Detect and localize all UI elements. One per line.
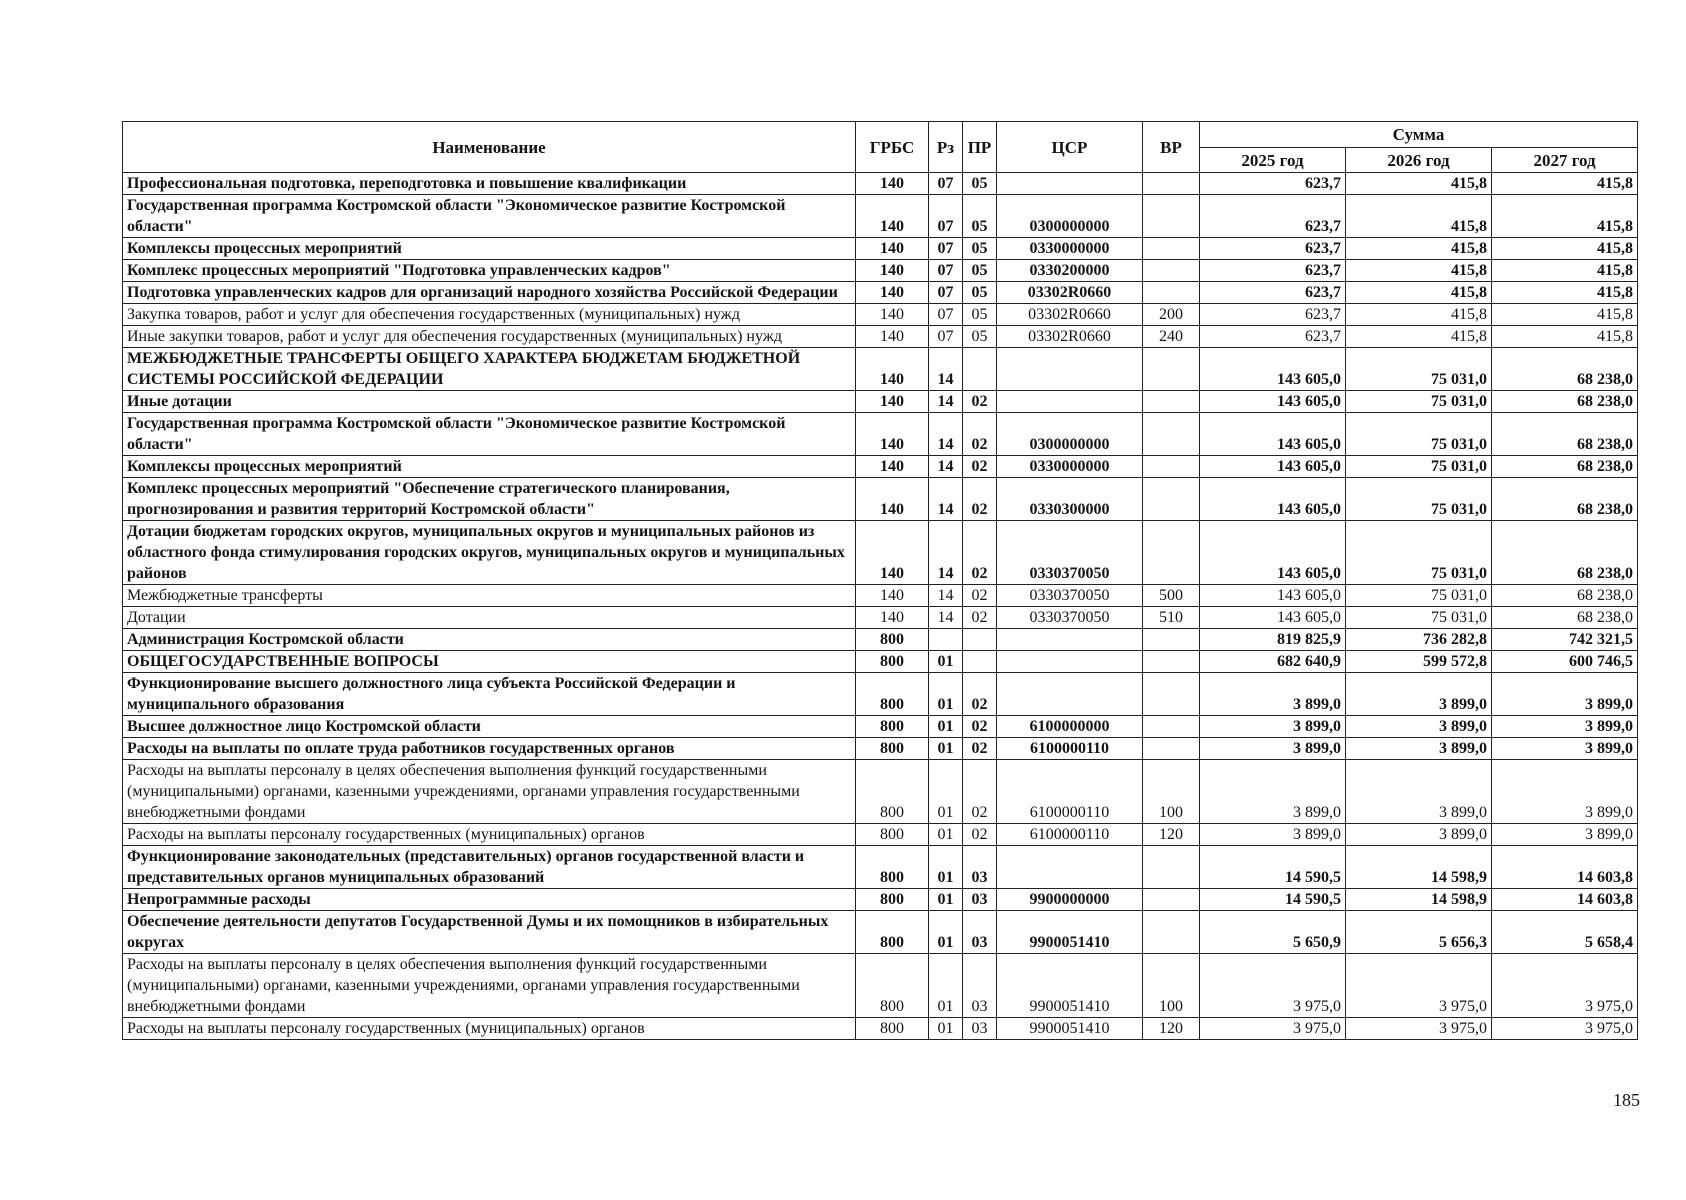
header-grbs: ГРБС xyxy=(856,122,929,173)
cell-pr: 02 xyxy=(963,716,997,738)
cell-2026: 75 031,0 xyxy=(1346,585,1492,607)
cell-grbs: 140 xyxy=(856,173,929,195)
cell-csr: 0330370050 xyxy=(997,521,1143,585)
cell-pr: 05 xyxy=(963,238,997,260)
header-2026: 2026 год xyxy=(1346,148,1492,173)
cell-csr: 0300000000 xyxy=(997,413,1143,456)
cell-name: Комплекс процессных мероприятий "Подготовка управленческих кадров" xyxy=(123,260,856,282)
cell-2026: 3 899,0 xyxy=(1346,716,1492,738)
table-row xyxy=(123,673,1638,716)
table-row xyxy=(123,456,1638,478)
cell-2027: 415,8 xyxy=(1492,173,1638,195)
cell-rz xyxy=(929,629,963,651)
cell-name: Расходы на выплаты персоналу государственных (муниципальных) органов xyxy=(123,1018,856,1040)
cell-2026: 599 572,8 xyxy=(1346,651,1492,673)
cell-pr: 03 xyxy=(963,1018,997,1040)
cell-2027: 68 238,0 xyxy=(1492,478,1638,521)
cell-vr xyxy=(1143,282,1200,304)
cell-vr: 120 xyxy=(1143,824,1200,846)
cell-csr xyxy=(997,651,1143,673)
cell-2025: 3 975,0 xyxy=(1200,1018,1346,1040)
cell-vr xyxy=(1143,738,1200,760)
cell-grbs: 800 xyxy=(856,629,929,651)
cell-2025: 3 899,0 xyxy=(1200,760,1346,824)
cell-name: Государственная программа Костромской области "Экономическое развитие Костромской области" xyxy=(123,195,856,238)
cell-rz: 14 xyxy=(929,607,963,629)
table-row xyxy=(123,716,1638,738)
cell-name: Подготовка управленческих кадров для организаций народного хозяйства Российской Федерации xyxy=(123,282,856,304)
cell-name: Комплексы процессных мероприятий xyxy=(123,456,856,478)
cell-csr: 0330300000 xyxy=(997,478,1143,521)
cell-2025: 143 605,0 xyxy=(1200,413,1346,456)
cell-pr: 05 xyxy=(963,304,997,326)
cell-2025: 3 899,0 xyxy=(1200,673,1346,716)
table-row xyxy=(123,607,1638,629)
cell-csr: 6100000110 xyxy=(997,824,1143,846)
cell-name: Функционирование законодательных (представительных) органов государственной власти и представительных органов муниципальных образований xyxy=(123,846,856,889)
cell-pr: 02 xyxy=(963,521,997,585)
page-number: 185 xyxy=(1613,1090,1640,1110)
cell-name: Государственная программа Костромской области "Экономическое развитие Костромской области" xyxy=(123,413,856,456)
cell-rz: 01 xyxy=(929,954,963,1018)
cell-csr xyxy=(997,846,1143,889)
cell-2026: 75 031,0 xyxy=(1346,607,1492,629)
cell-2027: 68 238,0 xyxy=(1492,607,1638,629)
cell-2025: 143 605,0 xyxy=(1200,607,1346,629)
cell-2027: 14 603,8 xyxy=(1492,846,1638,889)
cell-rz: 14 xyxy=(929,585,963,607)
cell-rz: 01 xyxy=(929,716,963,738)
cell-name: Обеспечение деятельности депутатов Государственной Думы и их помощников в избирательных округах xyxy=(123,911,856,954)
cell-rz: 14 xyxy=(929,478,963,521)
cell-vr: 510 xyxy=(1143,607,1200,629)
cell-2026: 415,8 xyxy=(1346,173,1492,195)
cell-name: МЕЖБЮДЖЕТНЫЕ ТРАНСФЕРТЫ ОБЩЕГО ХАРАКТЕРА БЮДЖЕТАМ БЮДЖЕТНОЙ СИСТЕМЫ РОССИЙСКОЙ ФЕДЕРАЦИИ xyxy=(123,348,856,391)
cell-name: Высшее должностное лицо Костромской области xyxy=(123,716,856,738)
cell-csr: 9900051410 xyxy=(997,911,1143,954)
cell-csr: 6100000110 xyxy=(997,738,1143,760)
cell-2026: 415,8 xyxy=(1346,195,1492,238)
cell-csr: 03302R0660 xyxy=(997,304,1143,326)
table-row xyxy=(123,738,1638,760)
cell-vr xyxy=(1143,260,1200,282)
cell-rz: 14 xyxy=(929,391,963,413)
cell-grbs: 800 xyxy=(856,738,929,760)
cell-2027: 415,8 xyxy=(1492,195,1638,238)
cell-vr xyxy=(1143,651,1200,673)
table-row xyxy=(123,760,1638,824)
table-body xyxy=(123,173,1638,1040)
cell-rz: 14 xyxy=(929,456,963,478)
cell-vr xyxy=(1143,478,1200,521)
cell-csr: 03302R0660 xyxy=(997,282,1143,304)
cell-2025: 623,7 xyxy=(1200,282,1346,304)
cell-grbs: 800 xyxy=(856,954,929,1018)
cell-2025: 623,7 xyxy=(1200,304,1346,326)
cell-name: Непрограммные расходы xyxy=(123,889,856,911)
cell-pr: 05 xyxy=(963,282,997,304)
cell-2026: 75 031,0 xyxy=(1346,348,1492,391)
cell-vr: 240 xyxy=(1143,326,1200,348)
cell-2026: 415,8 xyxy=(1346,326,1492,348)
cell-2027: 415,8 xyxy=(1492,238,1638,260)
cell-vr xyxy=(1143,238,1200,260)
cell-rz: 07 xyxy=(929,173,963,195)
table-row xyxy=(123,173,1638,195)
cell-pr: 02 xyxy=(963,673,997,716)
cell-2027: 600 746,5 xyxy=(1492,651,1638,673)
cell-2025: 143 605,0 xyxy=(1200,391,1346,413)
cell-name: Функционирование высшего должностного лица субъекта Российской Федерации и муниципального образования xyxy=(123,673,856,716)
cell-2027: 68 238,0 xyxy=(1492,391,1638,413)
cell-rz: 01 xyxy=(929,911,963,954)
cell-2027: 3 975,0 xyxy=(1492,1018,1638,1040)
cell-2026: 415,8 xyxy=(1346,260,1492,282)
cell-pr: 02 xyxy=(963,607,997,629)
cell-vr: 100 xyxy=(1143,954,1200,1018)
cell-csr: 6100000000 xyxy=(997,716,1143,738)
cell-2027: 68 238,0 xyxy=(1492,456,1638,478)
cell-grbs: 800 xyxy=(856,1018,929,1040)
cell-2027: 14 603,8 xyxy=(1492,889,1638,911)
header-name: Наименование xyxy=(123,122,856,173)
cell-grbs: 800 xyxy=(856,889,929,911)
cell-grbs: 800 xyxy=(856,824,929,846)
cell-2025: 623,7 xyxy=(1200,195,1346,238)
table-row xyxy=(123,911,1638,954)
cell-2027: 68 238,0 xyxy=(1492,348,1638,391)
cell-csr xyxy=(997,173,1143,195)
cell-2025: 3 975,0 xyxy=(1200,954,1346,1018)
table-row xyxy=(123,195,1638,238)
cell-pr: 02 xyxy=(963,391,997,413)
cell-name: Межбюджетные трансферты xyxy=(123,585,856,607)
cell-pr: 02 xyxy=(963,456,997,478)
header-2025: 2025 год xyxy=(1200,148,1346,173)
cell-2025: 3 899,0 xyxy=(1200,716,1346,738)
cell-csr: 0330370050 xyxy=(997,585,1143,607)
header-2027: 2027 год xyxy=(1492,148,1638,173)
cell-csr: 6100000110 xyxy=(997,760,1143,824)
cell-name: Иные дотации xyxy=(123,391,856,413)
cell-rz: 07 xyxy=(929,326,963,348)
cell-name: Комплекс процессных мероприятий "Обеспечение стратегического планирования, прогнозирования и развития территорий Костромской области" xyxy=(123,478,856,521)
cell-grbs: 800 xyxy=(856,846,929,889)
cell-vr xyxy=(1143,173,1200,195)
cell-2026: 75 031,0 xyxy=(1346,391,1492,413)
cell-vr xyxy=(1143,629,1200,651)
cell-name: Профессиональная подготовка, переподготовка и повышение квалификации xyxy=(123,173,856,195)
cell-vr xyxy=(1143,195,1200,238)
cell-grbs: 140 xyxy=(856,326,929,348)
cell-csr xyxy=(997,391,1143,413)
header-rz: Рз xyxy=(929,122,963,173)
cell-rz: 01 xyxy=(929,760,963,824)
cell-2025: 14 590,5 xyxy=(1200,846,1346,889)
cell-rz: 01 xyxy=(929,738,963,760)
cell-pr: 03 xyxy=(963,911,997,954)
cell-csr: 9900000000 xyxy=(997,889,1143,911)
cell-rz: 14 xyxy=(929,413,963,456)
cell-name: Дотации xyxy=(123,607,856,629)
cell-2026: 3 899,0 xyxy=(1346,673,1492,716)
cell-pr: 05 xyxy=(963,173,997,195)
cell-2025: 143 605,0 xyxy=(1200,456,1346,478)
cell-2027: 415,8 xyxy=(1492,260,1638,282)
cell-2026: 3 899,0 xyxy=(1346,824,1492,846)
cell-grbs: 140 xyxy=(856,607,929,629)
cell-vr xyxy=(1143,521,1200,585)
cell-name: Дотации бюджетам городских округов, муниципальных округов и муниципальных районов из областного фонда стимулирования городских округов, муниципальных округов и муниципальных районов xyxy=(123,521,856,585)
table-row xyxy=(123,824,1638,846)
cell-2027: 742 321,5 xyxy=(1492,629,1638,651)
cell-vr xyxy=(1143,391,1200,413)
cell-2025: 143 605,0 xyxy=(1200,585,1346,607)
cell-name: Иные закупки товаров, работ и услуг для обеспечения государственных (муниципальных) нужд xyxy=(123,326,856,348)
cell-name: Комплексы процессных мероприятий xyxy=(123,238,856,260)
cell-grbs: 140 xyxy=(856,391,929,413)
cell-csr xyxy=(997,673,1143,716)
cell-pr: 02 xyxy=(963,738,997,760)
cell-grbs: 140 xyxy=(856,413,929,456)
cell-pr: 05 xyxy=(963,326,997,348)
cell-name: Администрация Костромской области xyxy=(123,629,856,651)
cell-rz: 07 xyxy=(929,195,963,238)
cell-2027: 3 899,0 xyxy=(1492,673,1638,716)
cell-vr: 200 xyxy=(1143,304,1200,326)
cell-grbs: 800 xyxy=(856,911,929,954)
cell-2027: 68 238,0 xyxy=(1492,521,1638,585)
cell-2026: 75 031,0 xyxy=(1346,413,1492,456)
cell-2026: 75 031,0 xyxy=(1346,456,1492,478)
header-vr: ВР xyxy=(1143,122,1200,173)
cell-csr: 0330000000 xyxy=(997,456,1143,478)
cell-2025: 143 605,0 xyxy=(1200,348,1346,391)
cell-2026: 3 899,0 xyxy=(1346,760,1492,824)
cell-vr xyxy=(1143,348,1200,391)
cell-vr: 100 xyxy=(1143,760,1200,824)
cell-grbs: 800 xyxy=(856,673,929,716)
cell-2025: 3 899,0 xyxy=(1200,738,1346,760)
cell-rz: 01 xyxy=(929,824,963,846)
cell-rz: 01 xyxy=(929,1018,963,1040)
cell-pr: 03 xyxy=(963,846,997,889)
cell-grbs: 140 xyxy=(856,260,929,282)
table-header xyxy=(123,122,1638,173)
cell-grbs: 140 xyxy=(856,585,929,607)
cell-2025: 623,7 xyxy=(1200,326,1346,348)
cell-csr: 0330370050 xyxy=(997,607,1143,629)
cell-2026: 14 598,9 xyxy=(1346,889,1492,911)
cell-name: Расходы на выплаты персоналу в целях обеспечения выполнения функций государственными (муниципальными) органами, казенными учреждениями, органами управления государственными внебюджетными фондами xyxy=(123,954,856,1018)
cell-pr xyxy=(963,348,997,391)
table-row xyxy=(123,954,1638,1018)
cell-2025: 143 605,0 xyxy=(1200,521,1346,585)
cell-2027: 415,8 xyxy=(1492,282,1638,304)
cell-2025: 3 899,0 xyxy=(1200,824,1346,846)
cell-2026: 415,8 xyxy=(1346,282,1492,304)
table-row xyxy=(123,413,1638,456)
cell-2027: 415,8 xyxy=(1492,326,1638,348)
table-row xyxy=(123,889,1638,911)
table-row xyxy=(123,1018,1638,1040)
table-row xyxy=(123,521,1638,585)
cell-grbs: 140 xyxy=(856,348,929,391)
cell-csr: 03302R0660 xyxy=(997,326,1143,348)
cell-2027: 5 658,4 xyxy=(1492,911,1638,954)
cell-rz: 07 xyxy=(929,238,963,260)
cell-csr: 9900051410 xyxy=(997,1018,1143,1040)
cell-pr: 05 xyxy=(963,260,997,282)
cell-grbs: 800 xyxy=(856,760,929,824)
cell-vr: 500 xyxy=(1143,585,1200,607)
table-row xyxy=(123,391,1638,413)
table-row xyxy=(123,282,1638,304)
cell-name: Расходы на выплаты персоналу в целях обеспечения выполнения функций государственными (муниципальными) органами, казенными учреждениями, органами управления государственными внебюджетными фондами xyxy=(123,760,856,824)
cell-2025: 14 590,5 xyxy=(1200,889,1346,911)
cell-grbs: 140 xyxy=(856,521,929,585)
cell-rz: 01 xyxy=(929,889,963,911)
cell-vr xyxy=(1143,673,1200,716)
cell-2027: 68 238,0 xyxy=(1492,585,1638,607)
cell-2026: 415,8 xyxy=(1346,304,1492,326)
cell-2026: 75 031,0 xyxy=(1346,478,1492,521)
cell-csr: 0330000000 xyxy=(997,238,1143,260)
cell-rz: 01 xyxy=(929,673,963,716)
header-csr: ЦСР xyxy=(997,122,1143,173)
cell-grbs: 800 xyxy=(856,651,929,673)
cell-2027: 3 899,0 xyxy=(1492,760,1638,824)
cell-2025: 623,7 xyxy=(1200,238,1346,260)
cell-pr: 02 xyxy=(963,478,997,521)
cell-name: ОБЩЕГОСУДАРСТВЕННЫЕ ВОПРОСЫ xyxy=(123,651,856,673)
cell-2026: 75 031,0 xyxy=(1346,521,1492,585)
cell-grbs: 140 xyxy=(856,304,929,326)
cell-2027: 68 238,0 xyxy=(1492,413,1638,456)
cell-2025: 143 605,0 xyxy=(1200,478,1346,521)
cell-grbs: 140 xyxy=(856,456,929,478)
table-row xyxy=(123,304,1638,326)
cell-csr: 0330200000 xyxy=(997,260,1143,282)
cell-pr: 05 xyxy=(963,195,997,238)
cell-rz: 14 xyxy=(929,521,963,585)
table-row xyxy=(123,629,1638,651)
cell-2026: 14 598,9 xyxy=(1346,846,1492,889)
table-row xyxy=(123,478,1638,521)
cell-pr xyxy=(963,651,997,673)
cell-csr xyxy=(997,348,1143,391)
cell-rz: 07 xyxy=(929,260,963,282)
table-row xyxy=(123,846,1638,889)
table-row xyxy=(123,238,1638,260)
cell-pr: 02 xyxy=(963,824,997,846)
cell-pr xyxy=(963,629,997,651)
cell-vr xyxy=(1143,456,1200,478)
cell-2027: 415,8 xyxy=(1492,304,1638,326)
cell-2027: 3 899,0 xyxy=(1492,738,1638,760)
cell-2027: 3 899,0 xyxy=(1492,716,1638,738)
cell-vr xyxy=(1143,911,1200,954)
cell-pr: 03 xyxy=(963,889,997,911)
budget-table xyxy=(122,121,1638,1040)
cell-rz: 07 xyxy=(929,282,963,304)
table-row xyxy=(123,348,1638,391)
cell-vr xyxy=(1143,846,1200,889)
cell-grbs: 140 xyxy=(856,478,929,521)
cell-2025: 623,7 xyxy=(1200,260,1346,282)
cell-name: Расходы на выплаты по оплате труда работников государственных органов xyxy=(123,738,856,760)
cell-pr: 03 xyxy=(963,954,997,1018)
cell-vr: 120 xyxy=(1143,1018,1200,1040)
cell-name: Расходы на выплаты персоналу государственных (муниципальных) органов xyxy=(123,824,856,846)
cell-csr: 0300000000 xyxy=(997,195,1143,238)
cell-2026: 415,8 xyxy=(1346,238,1492,260)
cell-2025: 623,7 xyxy=(1200,173,1346,195)
cell-rz: 14 xyxy=(929,348,963,391)
header-sum: Сумма xyxy=(1200,122,1638,148)
cell-rz: 07 xyxy=(929,304,963,326)
cell-2025: 5 650,9 xyxy=(1200,911,1346,954)
header-pr: ПР xyxy=(963,122,997,173)
cell-2026: 3 975,0 xyxy=(1346,954,1492,1018)
cell-name: Закупка товаров, работ и услуг для обеспечения государственных (муниципальных) нужд xyxy=(123,304,856,326)
cell-rz: 01 xyxy=(929,651,963,673)
cell-vr xyxy=(1143,889,1200,911)
cell-pr: 02 xyxy=(963,760,997,824)
cell-2025: 682 640,9 xyxy=(1200,651,1346,673)
table-row xyxy=(123,326,1638,348)
cell-2027: 3 899,0 xyxy=(1492,824,1638,846)
cell-pr: 02 xyxy=(963,413,997,456)
cell-2026: 3 899,0 xyxy=(1346,738,1492,760)
cell-2025: 819 825,9 xyxy=(1200,629,1346,651)
cell-2026: 3 975,0 xyxy=(1346,1018,1492,1040)
cell-2026: 736 282,8 xyxy=(1346,629,1492,651)
cell-grbs: 140 xyxy=(856,238,929,260)
cell-vr xyxy=(1143,413,1200,456)
cell-grbs: 140 xyxy=(856,195,929,238)
table-row xyxy=(123,260,1638,282)
cell-2026: 5 656,3 xyxy=(1346,911,1492,954)
cell-grbs: 140 xyxy=(856,282,929,304)
cell-2027: 3 975,0 xyxy=(1492,954,1638,1018)
cell-csr: 9900051410 xyxy=(997,954,1143,1018)
cell-pr: 02 xyxy=(963,585,997,607)
table-row xyxy=(123,651,1638,673)
cell-csr xyxy=(997,629,1143,651)
table-row xyxy=(123,585,1638,607)
cell-grbs: 800 xyxy=(856,716,929,738)
cell-vr xyxy=(1143,716,1200,738)
cell-rz: 01 xyxy=(929,846,963,889)
